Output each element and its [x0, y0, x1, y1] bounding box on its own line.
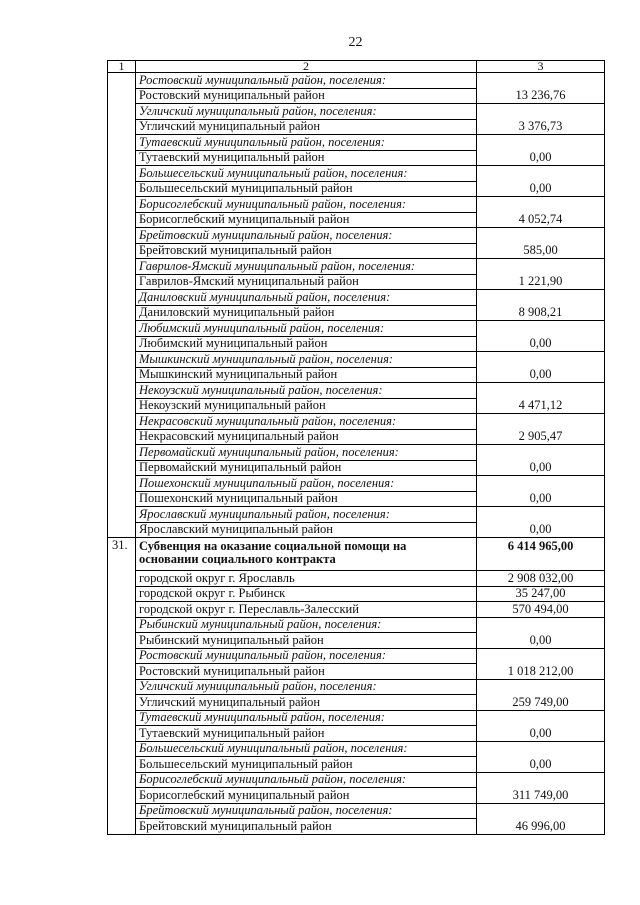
table-row	[108, 648, 605, 664]
district-heading: Ярославский муниципальный район, поселения:	[136, 507, 477, 523]
section-title: Субвенция на оказание социальной помощи на основании социального контракта	[139, 539, 407, 566]
table-row	[108, 617, 605, 633]
district-value: 0,00	[477, 507, 605, 538]
city-value: 570 494,00	[477, 602, 605, 618]
district-heading: Первомайский муниципальный район, поселения:	[136, 445, 477, 461]
city-value: 2 908 032,00	[477, 571, 605, 587]
district-name: Борисоглебский муниципальный район	[136, 788, 477, 804]
city-name: городской округ г. Рыбинск	[136, 586, 477, 602]
table-row	[108, 135, 605, 151]
district-value: 4 052,74	[477, 197, 605, 228]
budget-table-body	[108, 61, 605, 835]
district-value: 8 908,21	[477, 290, 605, 321]
table-row	[108, 352, 605, 368]
district-name: Брейтовский муниципальный район	[136, 243, 477, 259]
section-title-row	[108, 538, 605, 571]
district-value: 0,00	[477, 617, 605, 648]
district-name: Борисоглебский муниципальный район	[136, 212, 477, 228]
district-value: 259 749,00	[477, 679, 605, 710]
table-row	[108, 228, 605, 244]
district-heading: Любимский муниципальный район, поселения:	[136, 321, 477, 337]
column-header-2: 2	[136, 61, 477, 73]
district-name: Угличский муниципальный район	[136, 119, 477, 135]
district-heading: Брейтовский муниципальный район, поселения:	[136, 228, 477, 244]
district-name: Мышкинский муниципальный район	[136, 367, 477, 383]
district-heading: Большесельский муниципальный район, поселения:	[136, 741, 477, 757]
district-heading: Борисоглебский муниципальный район, поселения:	[136, 772, 477, 788]
district-value: 0,00	[477, 710, 605, 741]
district-name: Ростовский муниципальный район	[136, 88, 477, 104]
district-value: 585,00	[477, 228, 605, 259]
district-name: Большесельский муниципальный район	[136, 757, 477, 773]
district-heading: Даниловский муниципальный район, поселения:	[136, 290, 477, 306]
district-heading: Брейтовский муниципальный район, поселения:	[136, 803, 477, 819]
table-row	[108, 602, 605, 618]
district-value: 1 221,90	[477, 259, 605, 290]
district-heading: Рыбинский муниципальный район, поселения:	[136, 617, 477, 633]
table-row	[108, 772, 605, 788]
district-value: 0,00	[477, 321, 605, 352]
district-value: 311 749,00	[477, 772, 605, 803]
table-row	[108, 166, 605, 182]
district-heading: Угличский муниципальный район, поселения:	[136, 679, 477, 695]
district-heading: Тутаевский муниципальный район, поселения:	[136, 710, 477, 726]
table-row	[108, 710, 605, 726]
district-heading: Борисоглебский муниципальный район, поселения:	[136, 197, 477, 213]
table-row	[108, 73, 605, 89]
district-name: Ярославский муниципальный район	[136, 522, 477, 538]
district-heading: Тутаевский муниципальный район, поселения:	[136, 135, 477, 151]
section-number-cell	[108, 538, 136, 835]
district-name: Угличский муниципальный район	[136, 695, 477, 711]
district-heading: Ростовский муниципальный район, поселения:	[136, 648, 477, 664]
city-value: 35 247,00	[477, 586, 605, 602]
table-row	[108, 321, 605, 337]
district-heading: Ростовский муниципальный район, поселения:	[136, 73, 477, 89]
district-heading: Большесельский муниципальный район, поселения:	[136, 166, 477, 182]
district-value: 4 471,12	[477, 383, 605, 414]
column-header-3: 3	[477, 61, 605, 73]
district-value: 0,00	[477, 352, 605, 383]
city-name: городской округ г. Переславль-Залесский	[136, 602, 477, 618]
district-value: 3 376,73	[477, 104, 605, 135]
district-name: Большесельский муниципальный район	[136, 181, 477, 197]
table-row	[108, 679, 605, 695]
page-number: 22	[348, 35, 363, 50]
district-name: Тутаевский муниципальный район	[136, 726, 477, 742]
district-value: 2 905,47	[477, 414, 605, 445]
table-row	[108, 259, 605, 275]
district-name: Рыбинский муниципальный район	[136, 633, 477, 649]
table-row	[108, 476, 605, 492]
district-heading: Мышкинский муниципальный район, поселения:	[136, 352, 477, 368]
district-name: Брейтовский муниципальный район	[136, 819, 477, 835]
district-value: 13 236,76	[477, 73, 605, 104]
district-value: 0,00	[477, 741, 605, 772]
district-value: 0,00	[477, 476, 605, 507]
section-title-cell	[136, 538, 477, 571]
district-value: 0,00	[477, 445, 605, 476]
district-value: 46 996,00	[477, 803, 605, 834]
section-total: 6 414 965,00	[477, 538, 605, 571]
district-value: 1 018 212,00	[477, 648, 605, 679]
table-row	[108, 104, 605, 120]
table-header-row	[108, 61, 605, 73]
column-header-1: 1	[108, 61, 136, 73]
district-heading: Гаврилов-Ямский муниципальный район, поселения:	[136, 259, 477, 275]
city-name: городской округ г. Ярославль	[136, 571, 477, 587]
district-value: 0,00	[477, 135, 605, 166]
table-row	[108, 383, 605, 399]
district-value: 0,00	[477, 166, 605, 197]
table-row	[108, 414, 605, 430]
district-name: Гаврилов-Ямский муниципальный район	[136, 274, 477, 290]
table-row	[108, 586, 605, 602]
district-name: Ростовский муниципальный район	[136, 664, 477, 680]
district-heading: Пошехонский муниципальный район, поселения:	[136, 476, 477, 492]
district-name: Первомайский муниципальный район	[136, 460, 477, 476]
district-heading: Угличский муниципальный район, поселения:	[136, 104, 477, 120]
section-number: 31.	[112, 538, 128, 552]
district-name: Пошехонский муниципальный район	[136, 491, 477, 507]
district-name: Тутаевский муниципальный район	[136, 150, 477, 166]
district-name: Некоузский муниципальный район	[136, 398, 477, 414]
table-row	[108, 197, 605, 213]
district-name: Некрасовский муниципальный район	[136, 429, 477, 445]
table-row	[108, 290, 605, 306]
district-name: Любимский муниципальный район	[136, 336, 477, 352]
district-heading: Некоузский муниципальный район, поселения:	[136, 383, 477, 399]
table-row	[108, 507, 605, 523]
table-row	[108, 445, 605, 461]
district-name: Даниловский муниципальный район	[136, 305, 477, 321]
table-row	[108, 741, 605, 757]
section-number-cell	[108, 73, 136, 538]
budget-table	[107, 60, 605, 835]
table-row	[108, 571, 605, 587]
district-heading: Некрасовский муниципальный район, поселения:	[136, 414, 477, 430]
table-row	[108, 803, 605, 819]
